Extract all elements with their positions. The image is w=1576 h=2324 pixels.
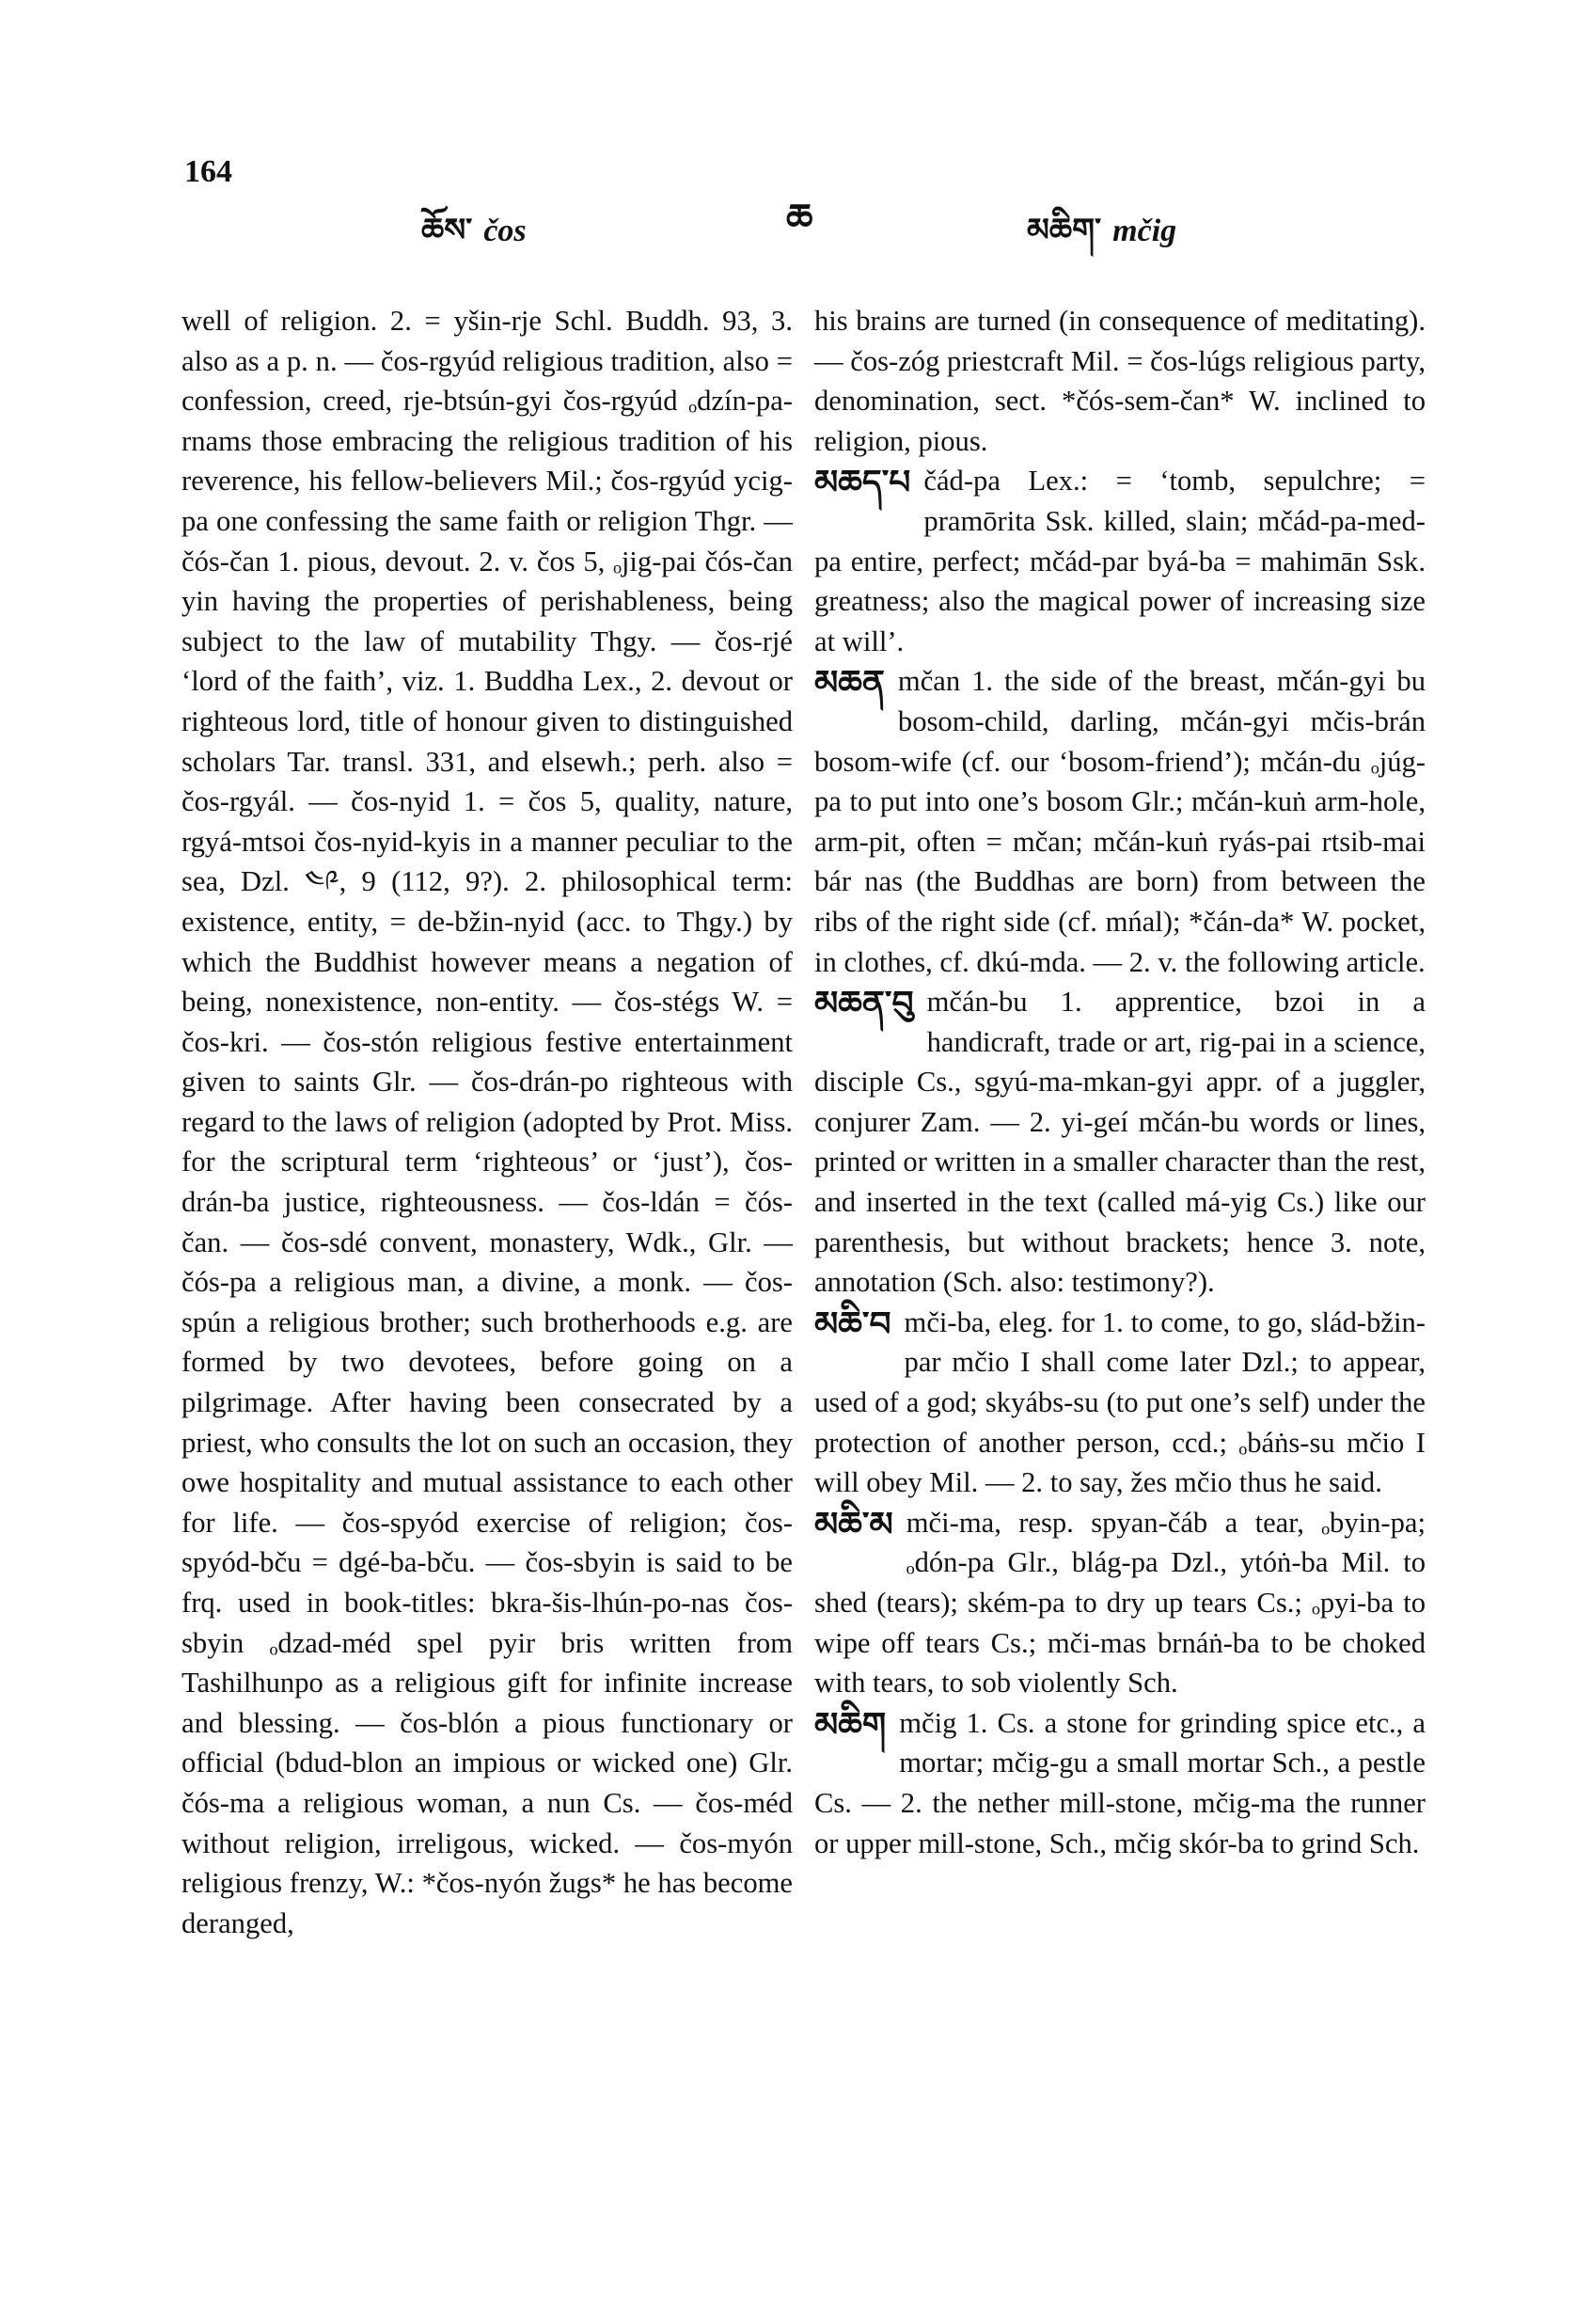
- dictionary-entry: [814, 1703, 1426, 1863]
- entry-headword-tibetan: མཆིག: [814, 1705, 887, 1745]
- entry-headword-tibetan: མཆི་མ: [814, 1505, 893, 1544]
- running-head-right-tibetan: མཆིག་: [1027, 212, 1102, 249]
- right-column: [814, 301, 1426, 1863]
- entry-text: mči-ba, eleg. for 1. to come, to go, slád-bžin-par mčio I shall come later Dzl.; to appear, used of a god; skyábs-su (to put one’s self) under the protection of another person, ccd.; ₒbáṅs-su mčio I will obey Mil. — 2. to say, žes mčio thus he said.: [814, 1305, 1426, 1499]
- entry-text: mčan 1. the side of the breast, mčán-gyi bu bosom-child, darling, mčán-gyi mčis-brán bosom-wife (cf. our ‘bosom-friend’); mčán-du ₒjúg-pa to put into one’s bosom Glr.; mčán-kuṅ arm-hole, arm-pit, often = mčan; mčán-kuṅ ryás-pai rtsib-mai bár nas (the Buddhas are born) from between the ribs of the right side (cf. mńal); *čán-da* W. pocket, in clothes, cf. dkú-mda. — 2. v. the following article.: [814, 665, 1426, 978]
- left-column-text: well of religion. 2. = yšin-rje Schl. Buddh. 93, 3. also as a p. n. — čos-rgyúd religious tradition, also = confession, creed, rje-btsún-gyi čos-rgyúd ₒdzín-pa-rnams those embracing the religious tradition of his reverence, his fellow-believers Mil.; čos-rgyúd ycig-pa one confessing the same faith or religion Thgr. — čós-čan 1. pious, devout. 2. v. čos 5, ₒjig-pai čós-čan yin having the properties of perishableness, being subject to the law of mutability Thgy. — čos-rjé ‘lord of the faith’, viz. 1. Buddha Lex., 2. devout or righteous lord, title of honour given to distinguished scholars Tar. transl. 331, and elsewh.; perh. also = čos-rgyál. — čos-nyid 1. = čos 5, quality, nature, rgyá-mtsoi čos-nyid-kyis in a manner peculiar to the sea, Dzl. ༤༩, 9 (112, 9?). 2. philosophical term: existence, entity, = de-bžin-nyid (acc. to Thgy.) by which the Buddhist however means a negation of being, nonexistence, non-entity. — čos-stégs W. = čos-kri. — čos-stón religious festive entertainment given to saints Glr. — čos-drán-po righteous with regard to the laws of religion (adopted by Prot. Miss. for the scriptural term ‘righteous’ or ‘just’), čos-drán-ba justice, righteousness. — čos-ldán = čós-čan. — čos-sdé convent, monastery, Wdk., Glr. — čós-pa a religious man, a divine, a monk. — čos-spún a religious brother; such brotherhoods e.g. are formed by two devotees, before going on a pilgrimage. After having been consecrated by a priest, who consults the lot on such an occasion, they owe hospitality and mutual assistance to each other for life. — čos-spyód exercise of religion; čos-spyód-bču = dgé-ba-bču. — čos-sbyin is said to be frq. used in book-titles: bkra-šis-lhún-po-nas čos-sbyin ₒdzad-méd spel pyir bris written from Tashilhunpo as a religious gift for infinite increase and blessing. — čos-blón a pious functionary or official (bdud-blon an impious or wicked one) Glr. čós-ma a religious woman, a nun Cs. — čos-méd without religion, irreligous, wicked. — čos-myón religious frenzy, W.: *čos-nyón žugs* he has become deranged,: [181, 305, 793, 1939]
- entry-headword-tibetan: མཆད་པ: [814, 464, 911, 503]
- dictionary-entry: [814, 1503, 1426, 1703]
- running-head-right: [1027, 194, 1176, 284]
- page-number: 164: [184, 154, 232, 189]
- entry-text: mčán-bu 1. apprentice, bzoi in a handicraft, trade or art, rig-pai in a science, disciple Cs., sgyú-ma-mkan-gyi appr. of a juggler, conjurer Zam. — 2. yi-geí mčán-bu words or lines, printed or written in a smaller character than the rest, and inserted in the text (called má-yig Cs.) like our parenthesis, but without brackets; hence 3. note, annotation (Sch. also: testimony?).: [814, 986, 1426, 1299]
- dictionary-entry: [814, 661, 1426, 982]
- entry-headword-tibetan: མཆན: [814, 664, 885, 704]
- entry-text: mči-ma, resp. spyan-čáb a tear, ₒbyin-pa; ₒdón-pa Glr., blág-pa Dzl., ytóṅ-ba Mil. to shed (tears); ském-pa to dry up tears Cs.; ₒpyi-ba to wipe off tears Cs.; mči-mas brnáṅ-ba to be choked with tears, to sob violently Sch.: [814, 1506, 1426, 1700]
- running-head-left: [421, 194, 527, 284]
- running-head-right-romanized: mčig: [1112, 213, 1177, 248]
- entry-headword-tibetan: མཆི་བ: [814, 1304, 891, 1344]
- running-head-left-romanized: čos: [483, 213, 527, 248]
- section-letter: ཆ: [786, 197, 813, 240]
- running-head-left-tibetan: ཆོས་: [421, 212, 473, 249]
- dictionary-entry: [814, 461, 1426, 661]
- entry-text: mčig 1. Cs. a stone for grinding spice etc., a mortar; mčig-gu a small mortar Sch., a pestle Cs. — 2. the nether mill-stone, mčig-ma the runner or upper mill-stone, Sch., mčig skór-ba to grind Sch.: [814, 1706, 1426, 1859]
- dictionary-entry: [814, 1303, 1426, 1503]
- entry-headword-tibetan: མཆན་བུ: [814, 985, 914, 1024]
- left-column: [181, 301, 793, 1943]
- right-column-intro: his brains are turned (in consequence of meditating). — čos-zóg priestcraft Mil. = čos-lúgs religious party, denomination, sect. *čós-sem-čan* W. inclined to religion, pious.: [814, 305, 1426, 457]
- entry-text: čád-pa Lex.: = ‘tomb, sepulchre; = pramōrita Ssk. killed, slain; mčád-pa-med-pa entire, perfect; mčád-par byá-ba = mahimān Ssk. greatness; also the magical power of increasing size at will’.: [814, 465, 1426, 657]
- dictionary-entry: [814, 982, 1426, 1303]
